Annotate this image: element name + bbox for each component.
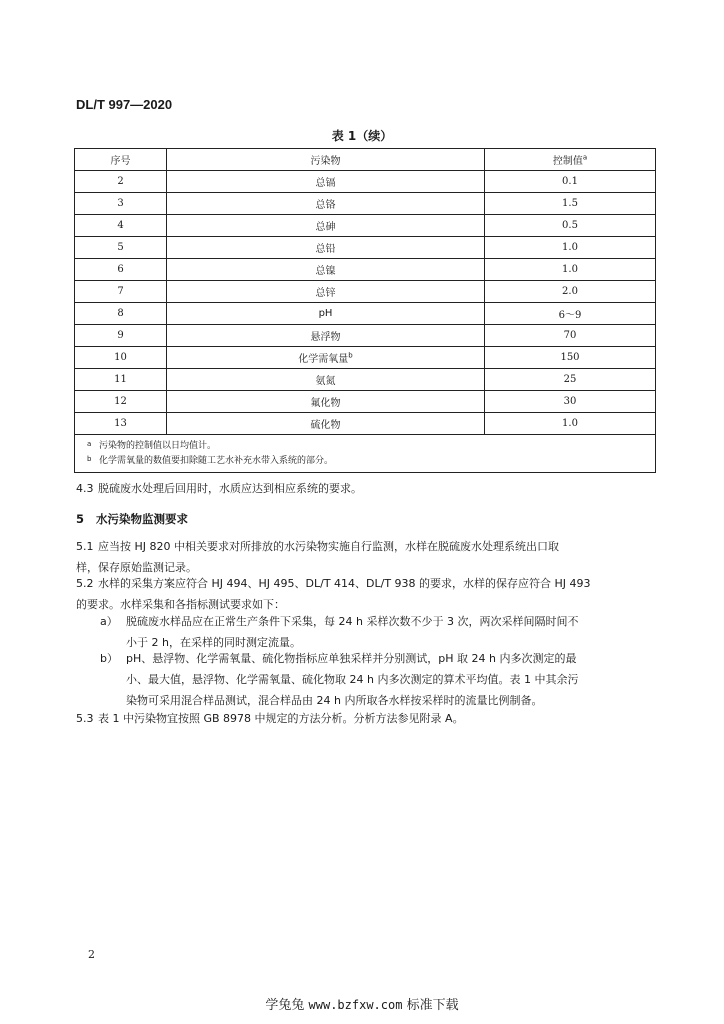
- note-text: 污染物的控制值以日均值计。: [99, 441, 217, 451]
- clause-4-3: [76, 478, 658, 499]
- cell-control-value: 30: [485, 391, 656, 413]
- cell-control-value: 1.5: [485, 193, 656, 215]
- cell-pollutant: [167, 171, 485, 193]
- footer-site-name: 学兔兔: [265, 998, 305, 1013]
- pollutant-name: pH: [318, 308, 333, 319]
- header-control-label: 控制值: [552, 156, 583, 167]
- cell-pollutant: [167, 347, 485, 369]
- list-item-b: [98, 648, 658, 711]
- cell-pollutant: [167, 193, 485, 215]
- list-item-line: 脱硫废水样品应在正常生产条件下采集，每 24 h 采样次数不少于 3 次，两次采样间隔时间不: [126, 615, 579, 628]
- cell-control-value: 6～9: [485, 303, 656, 325]
- table-row: [75, 237, 656, 259]
- cell-control-value: 1.0: [485, 413, 656, 435]
- list-item-line: 染物可采用混合样品测试，混合样品由 24 h 内所取各水样按采样时的流量比例制备。: [126, 694, 543, 707]
- document-id: DL/T 997—2020: [76, 97, 173, 112]
- table-body: [75, 171, 656, 435]
- table-caption: 表 1（续）: [331, 129, 393, 143]
- list-item-label: b）: [100, 652, 118, 665]
- cell-seq: 9: [75, 325, 167, 347]
- pollutant-name: 氟化物: [310, 398, 341, 409]
- cell-control-value: 0.1: [485, 171, 656, 193]
- cell-control-value: 150: [485, 347, 656, 369]
- cell-seq: 8: [75, 303, 167, 325]
- table-row: [75, 171, 656, 193]
- table-row: [75, 303, 656, 325]
- header-pollutant: 污染物: [167, 149, 485, 171]
- pollutant-table: [74, 148, 656, 473]
- table-row: [75, 347, 656, 369]
- table-row: [75, 215, 656, 237]
- table-row: [75, 325, 656, 347]
- table-row: [75, 391, 656, 413]
- cell-seq: 11: [75, 369, 167, 391]
- cell-seq: 7: [75, 281, 167, 303]
- clause-number: 5.2: [76, 577, 94, 590]
- footer-slogan: 标准下载: [406, 998, 459, 1013]
- table-row: [75, 413, 656, 435]
- clause-5-1: [76, 536, 658, 578]
- clause-line: 的要求。水样采集和各指标测试要求如下：: [76, 598, 285, 611]
- list-item-label: a）: [100, 615, 118, 628]
- note-mark: b: [87, 455, 92, 463]
- cell-pollutant: [167, 237, 485, 259]
- note-mark: a: [87, 440, 92, 448]
- cell-control-value: 1.0: [485, 237, 656, 259]
- cell-seq: 13: [75, 413, 167, 435]
- cell-control-value: 2.0: [485, 281, 656, 303]
- clause-5-3: [76, 708, 658, 729]
- section-number: 5: [76, 512, 85, 526]
- table-row: [75, 259, 656, 281]
- cell-seq: 5: [75, 237, 167, 259]
- cell-seq: 10: [75, 347, 167, 369]
- footer-url[interactable]: www.bzfxw.com: [308, 998, 403, 1012]
- table-note: [87, 439, 645, 454]
- pollutant-name: 总铅: [315, 244, 336, 255]
- table-row: [75, 281, 656, 303]
- clause-number: 5.1: [76, 540, 94, 553]
- clause-text: 表 1 中污染物宜按照 GB 8978 中规定的方法分析。分析方法参见附录 A。: [98, 712, 464, 725]
- list-item-line: 小于 2 h，在采样的同时测定流量。: [126, 636, 301, 649]
- table-notes-row: [75, 435, 656, 473]
- cell-pollutant: [167, 325, 485, 347]
- cell-pollutant: [167, 413, 485, 435]
- cell-seq: 12: [75, 391, 167, 413]
- pollutant-name: 化学需氧量: [298, 354, 349, 365]
- clause-number: 5.3: [76, 712, 94, 725]
- clause-line: 样，保存原始监测记录。: [76, 561, 197, 574]
- cell-pollutant: [167, 303, 485, 325]
- cell-control-value: 0.5: [485, 215, 656, 237]
- section-5-heading: [76, 509, 658, 530]
- cell-control-value: 70: [485, 325, 656, 347]
- table-row: [75, 369, 656, 391]
- header-control: [485, 149, 656, 171]
- cell-seq: 3: [75, 193, 167, 215]
- cell-seq: 4: [75, 215, 167, 237]
- page-number: 2: [88, 948, 95, 961]
- table-note: [87, 454, 645, 469]
- note-text: 化学需氧量的数值要扣除随工艺水补充水带入系统的部分。: [99, 456, 334, 466]
- cell-pollutant: [167, 281, 485, 303]
- cell-pollutant: [167, 391, 485, 413]
- clause-line: [76, 536, 658, 557]
- footer-watermark: [0, 994, 724, 1013]
- clause-number: 4.3: [76, 482, 94, 495]
- cell-pollutant: [167, 215, 485, 237]
- pollutant-note-mark: b: [348, 351, 353, 360]
- list-item-a: [98, 611, 658, 653]
- clause-text: 水样的采集方案应符合 HJ 494、HJ 495、DL/T 414、DL/T 938 的要求，水样的保存应符合 HJ 493: [98, 577, 591, 590]
- clause-5-2: [76, 573, 658, 615]
- pollutant-name: 总镍: [315, 266, 336, 277]
- cell-pollutant: [167, 369, 485, 391]
- header-control-mark: a: [582, 153, 588, 162]
- clause-text: 脱硫废水处理后回用时，水质应达到相应系统的要求。: [98, 482, 362, 495]
- pollutant-name: 总砷: [315, 222, 336, 233]
- cell-seq: 2: [75, 171, 167, 193]
- clause-line: [76, 573, 658, 594]
- list-item-line: pH、悬浮物、化学需氧量、硫化物指标应单独采样并分别测试，pH 取 24 h 内多次测定的最: [126, 652, 577, 665]
- clause-text: 应当按 HJ 820 中相关要求对所排放的水污染物实施自行监测，水样在脱硫废水处理系统出口取: [98, 540, 559, 553]
- section-title: 水污染物监测要求: [96, 512, 188, 526]
- pollutant-name: 总锌: [315, 288, 336, 299]
- pollutant-name: 氨氮: [315, 376, 336, 387]
- table-header-row: [75, 149, 656, 171]
- pollutant-name: 总镉: [315, 178, 336, 189]
- cell-control-value: 25: [485, 369, 656, 391]
- pollutant-name: 硫化物: [310, 420, 341, 431]
- pollutant-name: 总铬: [315, 200, 336, 211]
- table-notes: [75, 435, 656, 473]
- table-row: [75, 193, 656, 215]
- list-item-line: 小、最大值，悬浮物、化学需氧量、硫化物取 24 h 内多次测定的算术平均值。表 1 中其余污: [126, 673, 579, 686]
- cell-pollutant: [167, 259, 485, 281]
- pollutant-name: 悬浮物: [310, 332, 341, 343]
- cell-control-value: 1.0: [485, 259, 656, 281]
- header-seq: 序号: [75, 149, 167, 171]
- cell-seq: 6: [75, 259, 167, 281]
